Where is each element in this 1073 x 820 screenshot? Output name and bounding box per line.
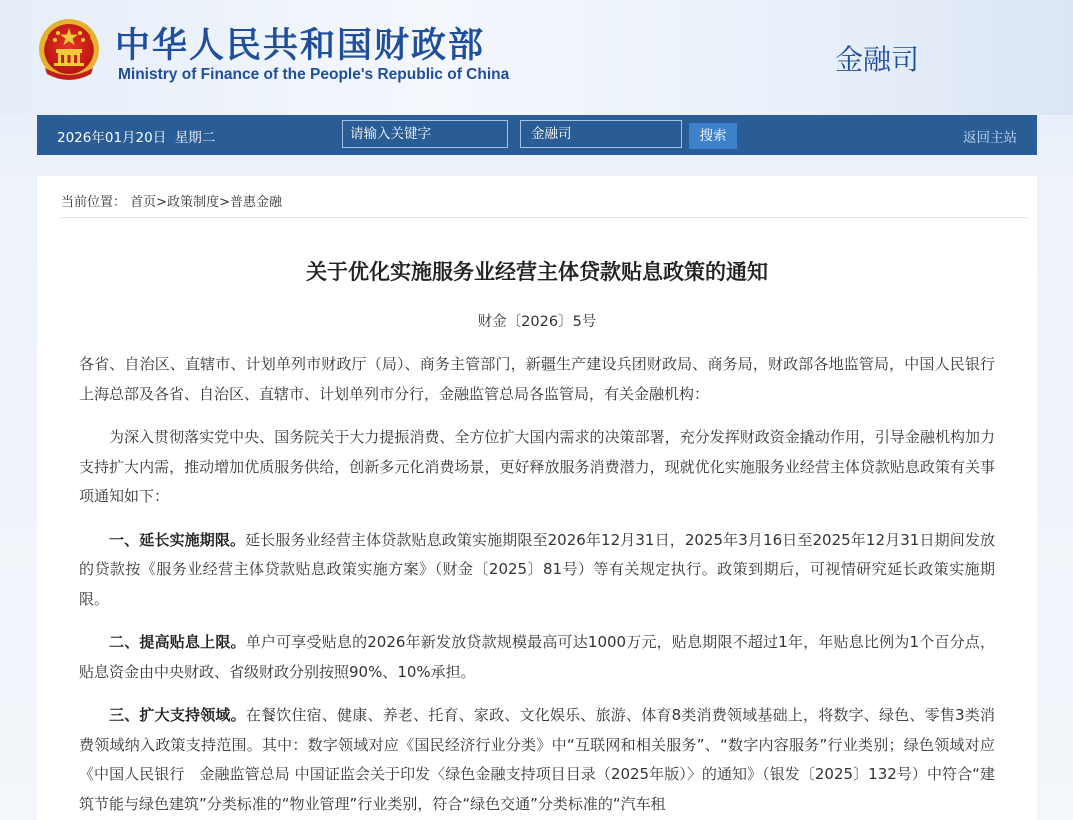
department-name: 金融司 [835,43,920,76]
breadcrumb-item-home[interactable]: 首页 [130,195,157,210]
section-text: 延长服务业经营主体贷款贴息政策实施期限至2026年12月31日，2025年3月16日至2025年12月31日期间发放的贷款按《服务业经营主体贷款贴息政策实施方案》（财金〔2025〕81号）等有关规定执行。政策到期后，可视情研究延长政策实施期限。 [79,530,995,608]
section-paragraph [79,701,995,819]
weekday-text: 星期二 [174,130,216,146]
section-text: 在餐饮住宿、健康、养老、托育、家政、文化娱乐、旅游、体育8类消费领域基础上，将数字、绿色、零售3类消费领域纳入政策支持范围。其中：数字领域对应《国民经济行业分类》中“互联网和相关服务”、“数字内容服务”行业类别；绿色领域对应《中国人民银行 金融监管总局 中国证监会关于印发〈绿色金融支持项目目录（2025年版）〉的通知》（银发〔2025〕132号）中符合“建筑节能与绿色建筑”分类标准的“物业管理”行业类别，符合“绿色交通”分类标准的“汽车租 [79,706,995,813]
section-heading: 二、提高贴息上限。 [109,633,246,651]
salutation-paragraph: 各省、自治区、直辖市、计划单列市财政厅（局）、商务主管部门，新疆生产建设兵团财政局、商务局，财政部各地监管局，中国人民银行上海总部及各省、自治区、直辖市、计划单列市分行，金融监管总局各监管局，有关金融机构： [79,355,995,403]
search-scope-field[interactable]: 金融司 [520,120,682,148]
home-link[interactable]: 返回主站 [963,130,1017,146]
section-heading: 一、延长实施期限。 [109,530,246,549]
breadcrumb-separator: > [156,195,168,210]
breadcrumb-separator: > [219,195,230,210]
national-emblem-icon[interactable] [37,16,101,84]
breadcrumb-prefix: 当前位置： [61,195,127,210]
date-text: 2026年01月20日 [57,130,167,146]
search-button[interactable]: 搜索 [689,123,737,149]
search-input[interactable] [342,120,508,148]
current-date [57,126,215,146]
site-name-cn[interactable]: 中华人民共和国财政部 [115,25,486,66]
document-number: 财金〔2026〕5号 [477,314,597,330]
article-title: 关于优化实施服务业经营主体贷款贴息政策的通知 [306,260,768,284]
top-navbar [37,115,1037,155]
section-paragraph [79,628,995,687]
article-body [79,350,995,820]
breadcrumb-divider [61,217,1027,218]
breadcrumb [61,191,282,210]
breadcrumb-item-inclusive-finance[interactable]: 普惠金融 [230,195,283,210]
site-header [0,0,1073,115]
article-container [37,176,1037,820]
intro-paragraph: 为深入贯彻落实党中央、国务院关于大力提振消费、全方位扩大国内需求的决策部署，充分发挥财政资金撬动作用，引导金融机构加力支持扩大内需，推动增加优质服务供给，创新多元化消费场景，更好释放服务消费潜力，现就优化实施服务业经营主体贷款贴息政策有关事项通知如下： [79,428,995,505]
section-text: 单户可享受贴息的2026年新发放贷款规模最高可达1000万元，贴息期限不超过1年，年贴息比例为1个百分点，贴息资金由中央财政、省级财政分别按照90%、10%承担。 [79,633,995,681]
section-heading: 三、扩大支持领域。 [109,706,246,724]
site-name-en[interactable]: Ministry of Finance of the People's Republic of China [118,66,510,83]
breadcrumb-item-policy[interactable]: 政策制度 [167,195,220,210]
section-paragraph [79,526,995,615]
